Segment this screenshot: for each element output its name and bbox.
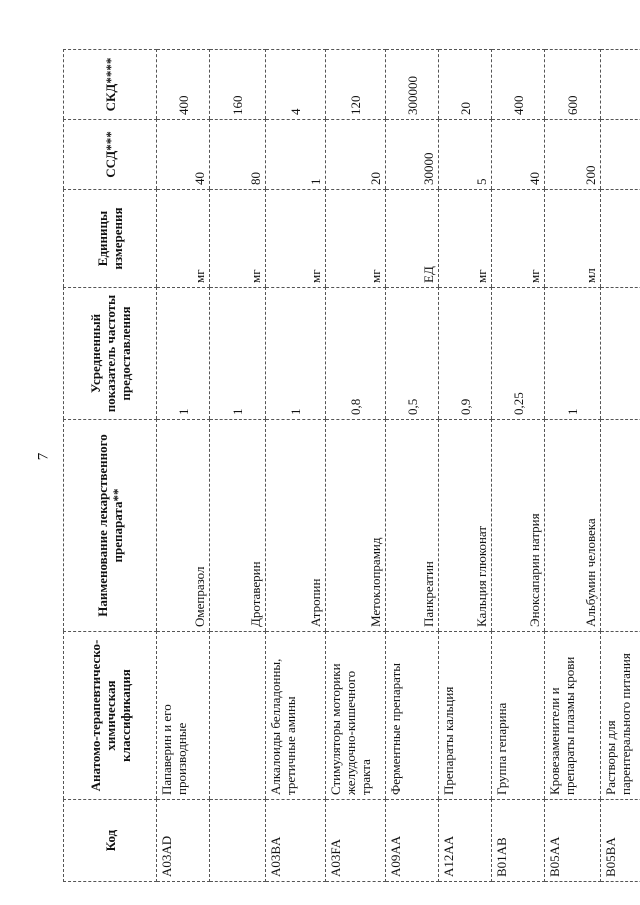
table-row xyxy=(266,50,326,882)
code-cell: B05AA xyxy=(545,800,601,882)
atc-cell: Растворы для парентерального питания xyxy=(601,632,640,800)
skd-cell: 120 xyxy=(326,50,386,120)
unit-cell: мл xyxy=(545,190,601,288)
code-cell: A03BA xyxy=(266,800,326,882)
header-drug: Наименование лекарственного препарата** xyxy=(64,420,157,632)
frequency-cell: 1 xyxy=(545,288,601,420)
unit-cell: мг xyxy=(492,190,545,288)
header-frequency: Усредненный показатель частоты предоставления xyxy=(64,288,157,420)
ssd-cell: 80 xyxy=(210,120,266,190)
ssd-cell: 20 xyxy=(326,120,386,190)
drug-cell: Атропин xyxy=(266,420,326,632)
drug-cell: Эноксапарин натрия xyxy=(492,420,545,632)
unit-cell: мг xyxy=(210,190,266,288)
skd-cell: 300000 xyxy=(386,50,439,120)
header-row xyxy=(64,50,157,882)
atc-cell: Алкалоиды белладонны, третичные амины xyxy=(266,632,326,800)
skd-cell: 4 xyxy=(266,50,326,120)
unit-cell: мг xyxy=(157,190,210,288)
table-row xyxy=(386,50,439,882)
skd-cell: 400 xyxy=(157,50,210,120)
code-cell xyxy=(210,800,266,882)
atc-cell xyxy=(210,632,266,800)
frequency-cell: 1 xyxy=(266,288,326,420)
table-row xyxy=(326,50,386,882)
table-row xyxy=(601,50,640,882)
drug-cell: Метоклопрамид xyxy=(326,420,386,632)
skd-cell xyxy=(601,50,640,120)
atc-cell: Препараты кальция xyxy=(439,632,492,800)
table-row xyxy=(157,50,210,882)
drug-cell: Альбумин человека xyxy=(545,420,601,632)
rotated-page xyxy=(58,50,633,890)
ssd-cell: 5 xyxy=(439,120,492,190)
drug-cell: Панкреатин xyxy=(386,420,439,632)
atc-cell: Кровезаменители и препараты плазмы крови xyxy=(545,632,601,800)
header-atc: Анатомо-терапевтическо-химическая классификация xyxy=(64,632,157,800)
header-unit: Единицы измерения xyxy=(64,190,157,288)
ssd-cell: 40 xyxy=(157,120,210,190)
header-code: Код xyxy=(64,800,157,882)
skd-cell: 600 xyxy=(545,50,601,120)
ssd-cell: 40 xyxy=(492,120,545,190)
skd-cell: 160 xyxy=(210,50,266,120)
frequency-cell: 0,25 xyxy=(492,288,545,420)
unit-cell: мг xyxy=(266,190,326,288)
table-row xyxy=(439,50,492,882)
unit-cell: ЕД xyxy=(386,190,439,288)
atc-cell: Группа гепарина xyxy=(492,632,545,800)
frequency-cell: 0,9 xyxy=(439,288,492,420)
header-ssd: ССД*** xyxy=(64,120,157,190)
atc-cell: Папаверин и его производные xyxy=(157,632,210,800)
code-cell: B05BA xyxy=(601,800,640,882)
ssd-cell: 1 xyxy=(266,120,326,190)
drug-table xyxy=(63,49,640,882)
ssd-cell xyxy=(601,120,640,190)
drug-cell: Дротаверин xyxy=(210,420,266,632)
frequency-cell: 1 xyxy=(157,288,210,420)
drug-cell: Кальция глюконат xyxy=(439,420,492,632)
page-number: 7 xyxy=(35,452,52,461)
table-row xyxy=(210,50,266,882)
frequency-cell: 0,8 xyxy=(326,288,386,420)
code-cell: A03FA xyxy=(326,800,386,882)
ssd-cell: 200 xyxy=(545,120,601,190)
ssd-cell: 30000 xyxy=(386,120,439,190)
frequency-cell: 0,5 xyxy=(386,288,439,420)
drug-cell: Омепразол xyxy=(157,420,210,632)
frequency-cell: 1 xyxy=(210,288,266,420)
code-cell: A09AA xyxy=(386,800,439,882)
header-skd: СКД**** xyxy=(64,50,157,120)
code-cell: B01AB xyxy=(492,800,545,882)
table-row xyxy=(492,50,545,882)
frequency-cell xyxy=(601,288,640,420)
unit-cell: мг xyxy=(439,190,492,288)
unit-cell: мг xyxy=(326,190,386,288)
unit-cell xyxy=(601,190,640,288)
code-cell: A12AA xyxy=(439,800,492,882)
atc-cell: Стимуляторы моторики желудочно-кишечного тракта xyxy=(326,632,386,800)
table-row xyxy=(545,50,601,882)
atc-cell: Ферментные препараты xyxy=(386,632,439,800)
code-cell: A03AD xyxy=(157,800,210,882)
skd-cell: 20 xyxy=(439,50,492,120)
skd-cell: 400 xyxy=(492,50,545,120)
drug-cell xyxy=(601,420,640,632)
